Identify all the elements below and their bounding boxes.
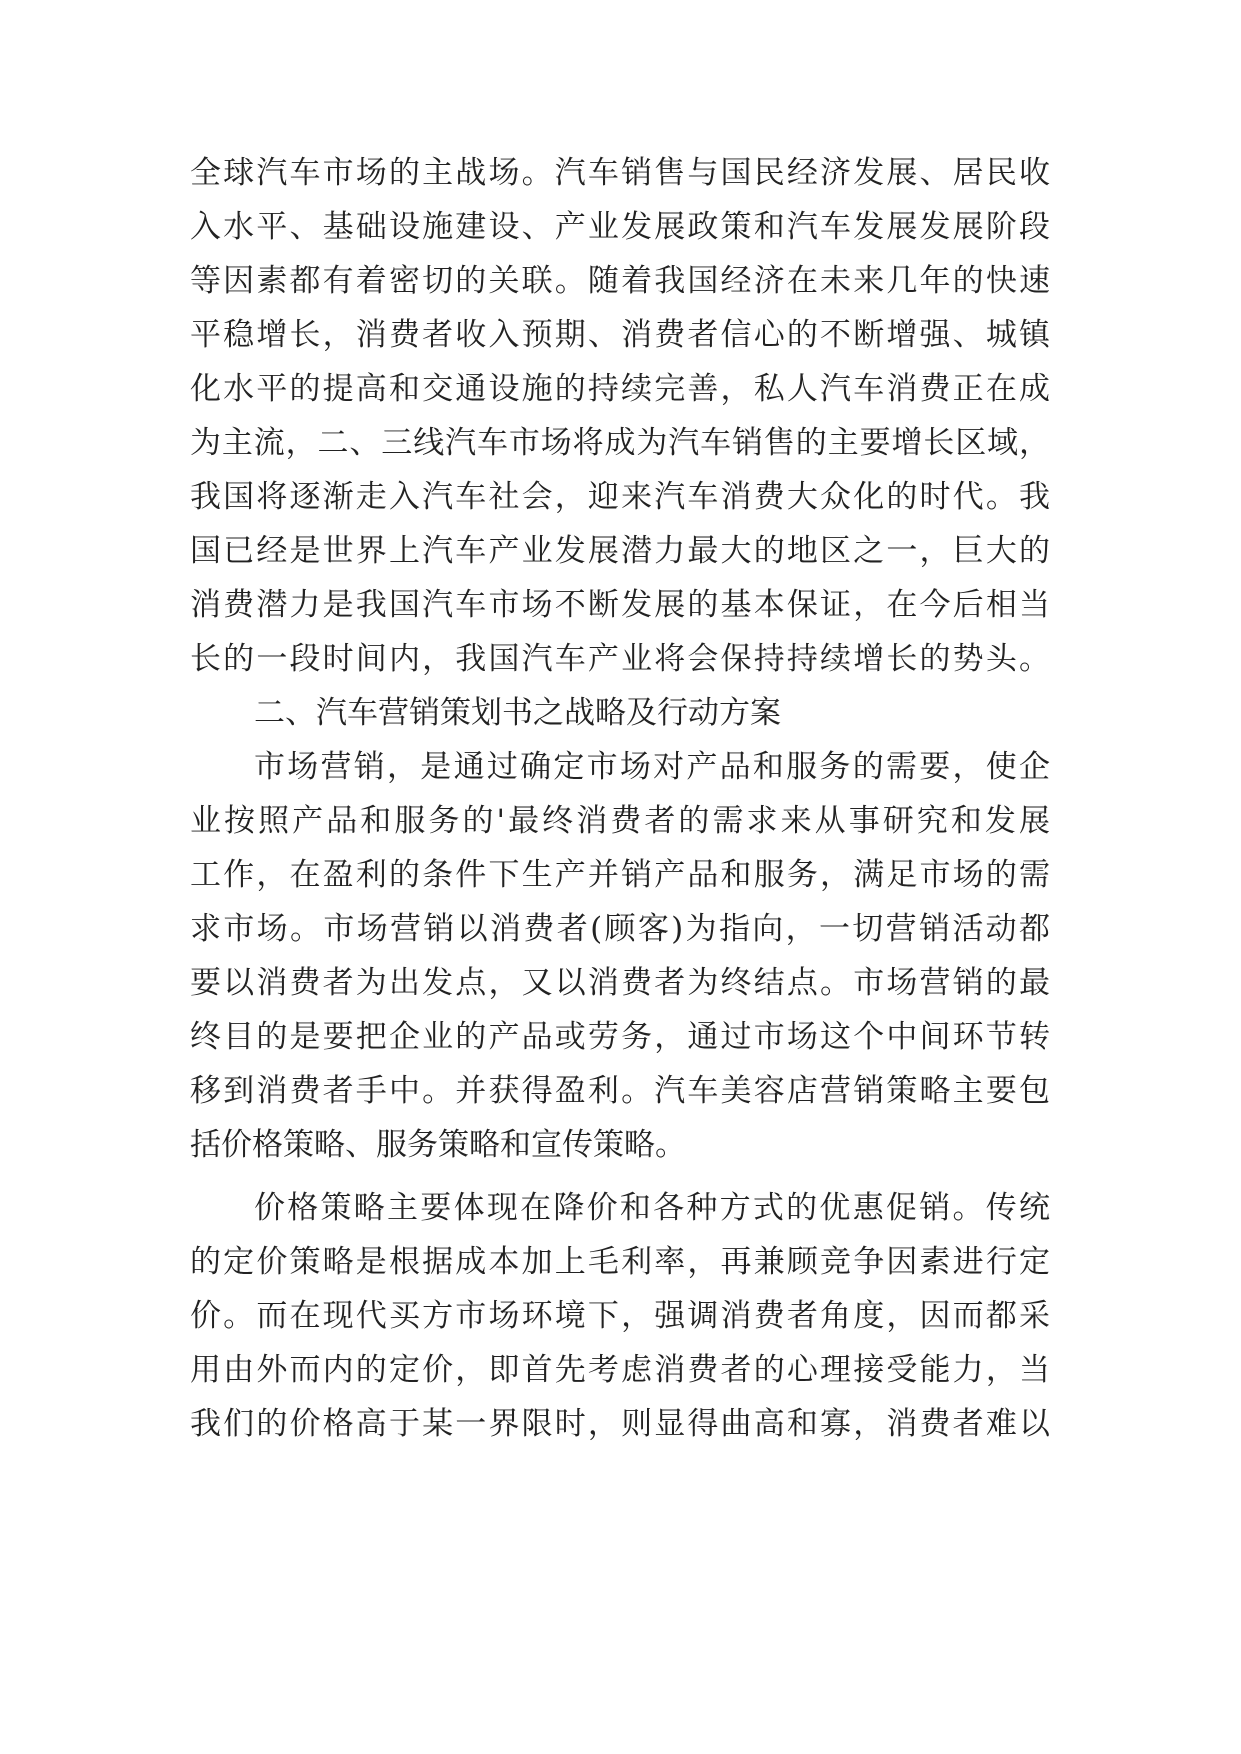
body-text-line: 我们的价格高于某一界限时，则显得曲高和寡，消费者难以 (190, 1406, 1050, 1442)
body-text-line: 化水平的提高和交通设施的持续完善，私人汽车消费正在成 (190, 371, 1050, 407)
body-text-line: 国已经是世界上汽车产业发展潜力最大的地区之一，巨大的 (190, 533, 1050, 569)
body-text-line: 全球汽车市场的主战场。汽车销售与国民经济发展、居民收 (190, 155, 1050, 191)
body-text-line: 终目的是要把企业的产品或劳务，通过市场这个中间环节转 (190, 1019, 1050, 1055)
body-text-line: 消费潜力是我国汽车市场不断发展的基本保证，在今后相当 (190, 587, 1050, 623)
body-text-line: 我国将逐渐走入汽车社会，迎来汽车消费大众化的时代。我 (190, 479, 1050, 515)
body-text-line: 的定价策略是根据成本加上毛利率，再兼顾竞争因素进行定 (190, 1244, 1050, 1280)
body-text-line: 工作，在盈利的条件下生产并销产品和服务，满足市场的需 (190, 857, 1050, 893)
body-text-line: 价。而在现代买方市场环境下，强调消费者角度，因而都采 (190, 1298, 1050, 1334)
body-text-line: 移到消费者手中。并获得盈利。汽车美容店营销策略主要包 (190, 1073, 1050, 1109)
body-text-line: 为主流，二、三线汽车市场将成为汽车销售的主要增长区域， (190, 425, 1050, 461)
body-text-line: 长的一段时间内，我国汽车产业将会保持持续增长的势头。 (190, 641, 1050, 677)
body-text-line: 业按照产品和服务的'最终消费者的需求来从事研究和发展 (190, 803, 1050, 839)
body-text-line: 要以消费者为出发点，又以消费者为终结点。市场营销的最 (190, 965, 1050, 1001)
body-text-line: 括价格策略、服务策略和宣传策略。 (190, 1127, 686, 1163)
body-text-line: 平稳增长，消费者收入预期、消费者信心的不断增强、城镇 (190, 317, 1050, 353)
body-text-line: 求市场。市场营销以消费者(顾客)为指向，一切营销活动都 (190, 911, 1050, 947)
body-text-line: 等因素都有着密切的关联。随着我国经济在未来几年的快速 (190, 263, 1050, 299)
section-heading: 二、汽车营销策划书之战略及行动方案 (254, 695, 781, 731)
body-text-line: 入水平、基础设施建设、产业发展政策和汽车发展发展阶段 (190, 209, 1050, 245)
body-text-line: 市场营销，是通过确定市场对产品和服务的需要，使企 (254, 749, 1050, 785)
body-text-line: 价格策略主要体现在降价和各种方式的优惠促销。传统 (254, 1190, 1050, 1226)
body-text-line: 用由外而内的定价，即首先考虑消费者的心理接受能力，当 (190, 1352, 1050, 1388)
